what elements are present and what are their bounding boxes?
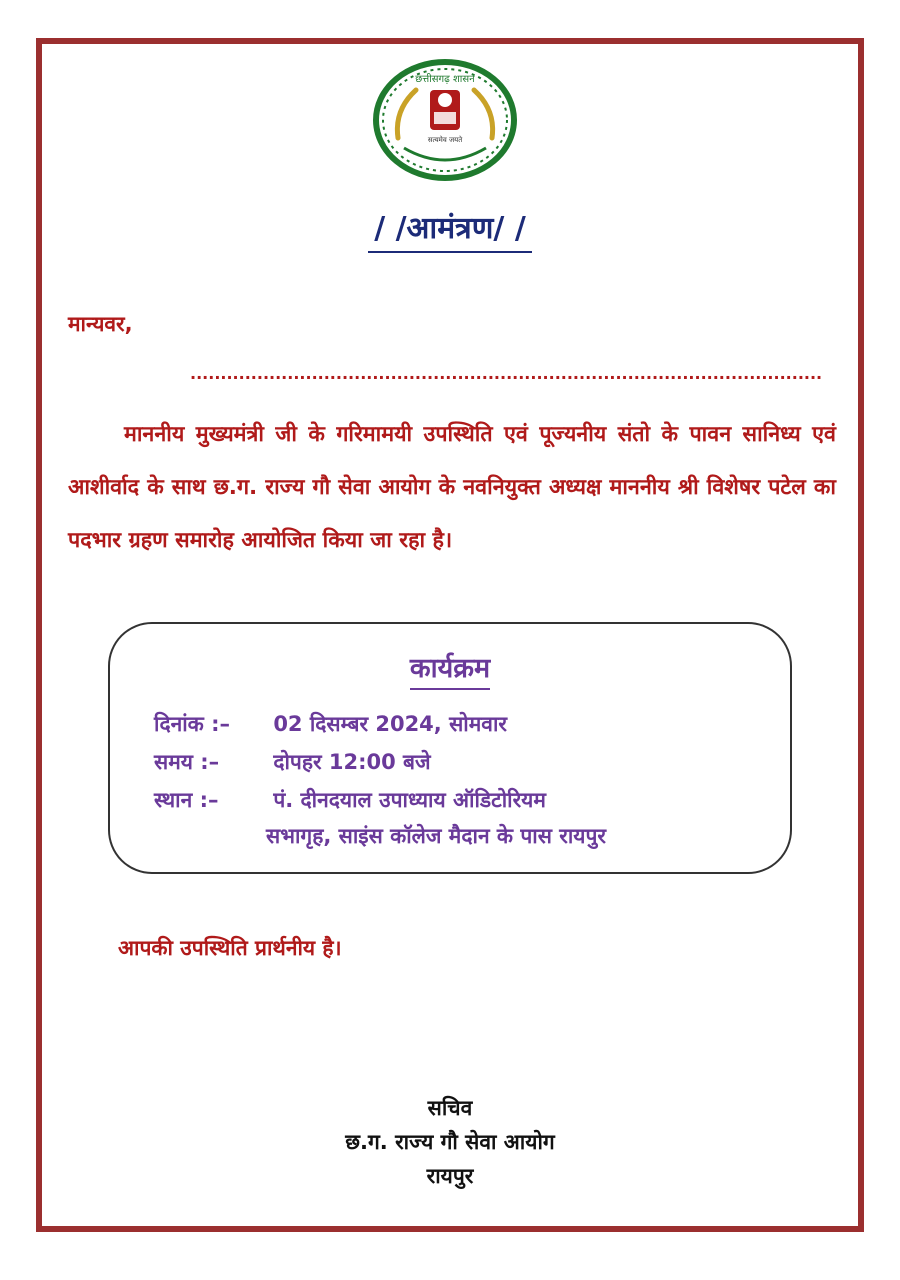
invitation-title-text: / /आमंत्रण/ / (368, 206, 532, 253)
program-date-row (154, 710, 507, 738)
venue-line-1: पं. दीनदयाल उपाध्याय ऑडिटोरियम (273, 788, 546, 812)
signature-designation: सचिव (427, 1096, 473, 1120)
closing-line: आपकी उपस्थिति प्रार्थनीय है। (118, 936, 342, 960)
invitation-body: माननीय मुख्यमंत्री जी के गरिमामयी उपस्थिति एवं पूज्यनीय संतो के पावन सानिध्य एवं आशीर्वाद के साथ छ.ग. राज्य गौ सेवा आयोग के नवनियुक्त अध्यक्ष माननीय श्री विशेषर पटेल का पदभार ग्रहण समारोह आयोजित किया जा रहा है। (68, 422, 836, 553)
time-label: समय :– (154, 750, 220, 774)
emblem-motto: सत्यमेव जयते (427, 136, 463, 144)
venue-label: स्थान :– (154, 788, 219, 812)
date-label: दिनांक :– (154, 712, 231, 736)
program-venue-row (154, 786, 546, 814)
signature-organization: छ.ग. राज्य गौ सेवा आयोग (345, 1130, 555, 1154)
time-value: दोपहर 12:00 बजे (273, 750, 431, 774)
emblem-arc-text: छत्तीसगढ़ शासन (415, 74, 475, 85)
program-heading (110, 648, 790, 690)
date-value: 02 दिसम्बर 2024, सोमवार (273, 712, 507, 736)
program-heading-text: कार्यक्रम (410, 648, 490, 690)
program-time-row (154, 748, 431, 776)
invitation-title (0, 206, 900, 253)
program-venue-row-2 (266, 822, 606, 850)
government-emblem-logo (374, 60, 516, 180)
salutation: मान्यवर, (68, 312, 133, 336)
signature-city: रायपुर (426, 1164, 474, 1188)
venue-line-2: सभागृह, साइंस कॉलेज मैदान के पास रायपुर (266, 824, 606, 848)
program-box (108, 622, 792, 874)
invitee-dotted-line: ........................................................................................................ (190, 364, 823, 383)
